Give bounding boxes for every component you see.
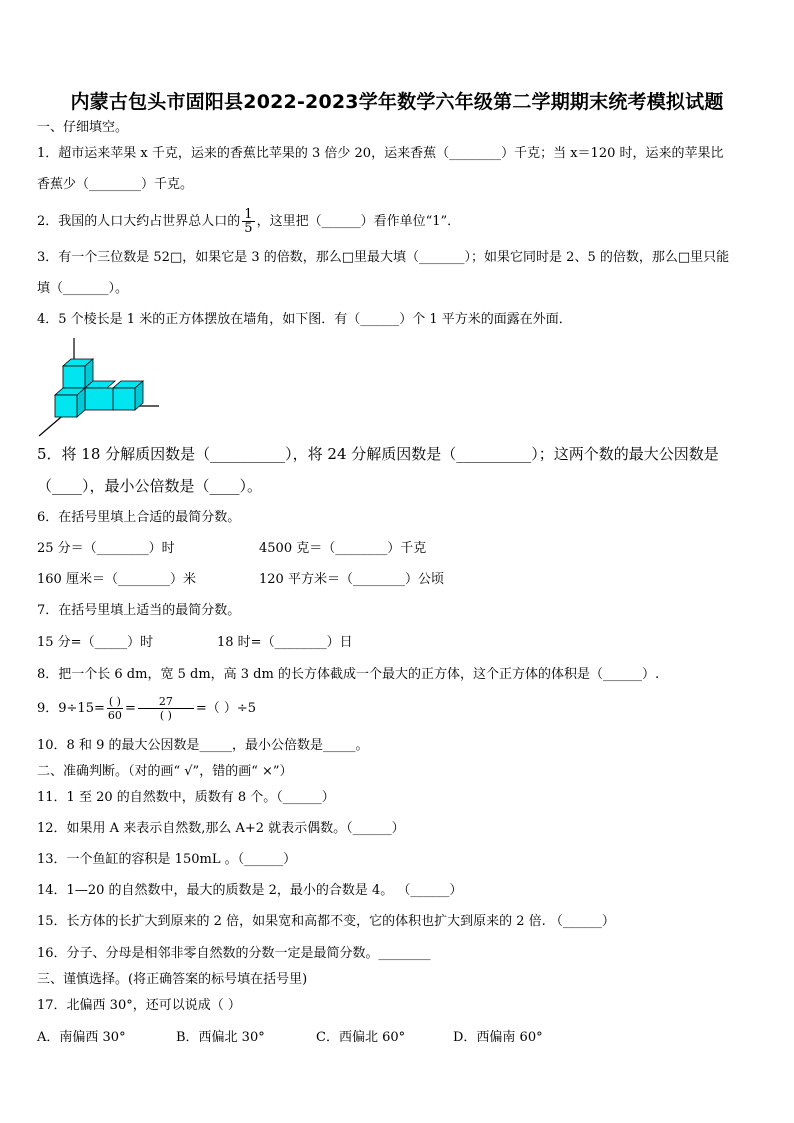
question-6-item-2: 4500 克＝（________）千克	[259, 541, 427, 556]
question-3-line-2: 填（_______）。	[37, 281, 129, 296]
cube-back-right-1	[85, 381, 115, 410]
cube-front	[55, 388, 85, 417]
question-2-fraction	[242, 208, 254, 235]
corner-cubes-figure	[35, 336, 165, 438]
question-17: 17．北偏西 30°，还可以说成（ ）	[37, 998, 241, 1013]
question-17-option-c: C．西偏北 60°	[316, 1030, 406, 1045]
question-7-item-2: 18 时=（________）日	[217, 635, 353, 650]
question-6-item-1: 25 分＝（________）时	[37, 541, 175, 556]
question-9-fraction-1	[107, 695, 123, 722]
question-9-fraction-2	[138, 695, 194, 722]
fraction-denominator: ( )	[159, 709, 172, 722]
fraction-denominator: 5	[244, 221, 253, 236]
question-2-text-b: ，这里把（______）看作单位“1”．	[256, 214, 461, 229]
question-9-prefix: 9．9÷15=	[37, 701, 105, 716]
question-17-option-a: A．南偏西 30°	[37, 1030, 126, 1045]
question-14: 14．1—20 的自然数中，最大的质数是 2，最小的合数是 4。 （______）	[37, 883, 463, 898]
question-2-text-a: 2．我国的人口大约占世界总人口的	[37, 214, 241, 229]
question-1-line-1: 1．超市运来苹果 x 千克，运来的香蕉比苹果的 3 倍少 20，运来香蕉（________）千克；当 x＝120 时，运来的苹果比	[37, 146, 724, 161]
question-9	[37, 693, 256, 725]
question-6-item-4: 120 平方米＝（________）公顷	[259, 572, 444, 587]
question-10: 10．8 和 9 的最大公因数是_____，最小公倍数是_____。	[37, 738, 369, 753]
question-13: 13．一个鱼缸的容积是 150mL 。（______）	[37, 852, 297, 867]
question-16: 16．分子、分母是相邻非零自然数的分数一定是最简分数。________	[37, 946, 431, 961]
question-6-item-3: 160 厘米＝（________）米	[37, 572, 196, 587]
question-4: 4．5 个棱长是 1 米的正方体摆放在墙角，如下图．有（______）个 1 平方米的面露在外面．	[37, 312, 572, 327]
section-2-heading: 二、准确判断。（对的画“ √”，错的画“ ×”）	[37, 764, 293, 779]
question-7: 7．在括号里填上适当的最简分数。	[37, 603, 241, 618]
section-1-heading: 一、仔细填空。	[37, 120, 129, 135]
question-6: 6．在括号里填上合适的最简分数。	[37, 510, 241, 525]
question-2	[37, 206, 460, 238]
fraction-numerator: ( )	[108, 695, 121, 708]
question-15: 15．长方体的长扩大到原来的 2 倍，如果宽和高都不变，它的体积也扩大到原来的 2 倍. （______）	[37, 914, 615, 929]
cube-top	[63, 359, 93, 388]
fraction-denominator: 60	[107, 709, 122, 722]
question-3-line-1: 3．有一个三位数是 52□，如果它是 3 的倍数，那么□里最大填（_______）；如果它同时是 2、5 的倍数，那么□里只能	[37, 250, 730, 265]
question-11: 11．1 至 20 的自然数中，质数有 8 个。（______）	[37, 790, 335, 805]
cube-back-right-2	[113, 381, 143, 410]
question-9-equals: =	[124, 701, 136, 716]
question-8: 8．把一个长 6 dm，宽 5 dm，高 3 dm 的长方体截成一个最大的正方体，这个正方体的体积是（______）.	[37, 667, 660, 682]
question-12: 12．如果用 A 来表示自然数,那么 A+2 就表示偶数。（______）	[37, 821, 405, 836]
question-7-item-1: 15 分=（_____）时	[37, 635, 154, 650]
question-9-suffix: =（ ）÷5	[195, 701, 257, 716]
section-3-heading: 三、谨慎选择。(将正确答案的标号填在括号里)	[37, 972, 308, 987]
question-17-option-d: D．西偏南 60°	[453, 1030, 543, 1045]
question-5-line-2: （____），最小公倍数是（____）。	[37, 477, 263, 495]
fraction-numerator: 27	[138, 695, 194, 709]
question-17-option-b: B．西偏北 30°	[176, 1030, 265, 1045]
question-1-line-2: 香蕉少（________）千克。	[37, 177, 194, 192]
fraction-numerator: 1	[244, 207, 253, 222]
page-title: 内蒙古包头市固阳县2022-2023学年数学六年级第二学期期末统考模拟试题	[70, 91, 724, 113]
question-5-line-1: 5．将 18 分解质因数是（__________），将 24 分解质因数是（__________）；这两个数的最大公因数是	[37, 445, 719, 463]
